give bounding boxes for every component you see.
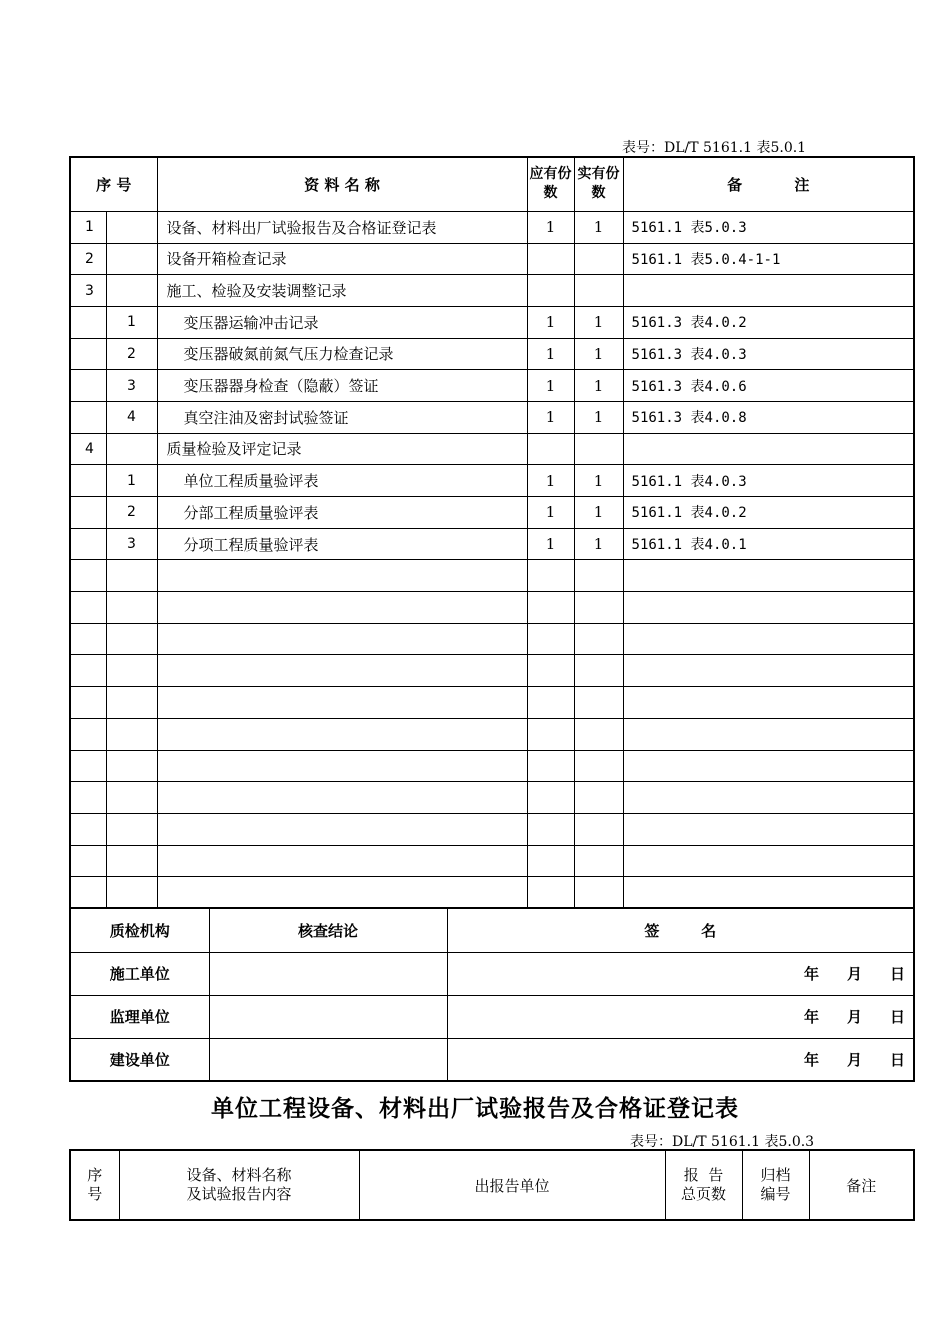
remark[interactable] xyxy=(623,655,914,687)
actual-count[interactable] xyxy=(574,813,623,845)
should-count[interactable] xyxy=(527,750,574,782)
seq-level1[interactable] xyxy=(70,750,106,782)
seq-level2 xyxy=(106,243,157,275)
should-count: 1 xyxy=(527,528,574,560)
should-count: 1 xyxy=(527,370,574,402)
t2-header-archive-line1: 归档 xyxy=(760,1166,791,1184)
seq-level1[interactable] xyxy=(70,655,106,687)
actual-count[interactable] xyxy=(574,750,623,782)
remark[interactable] xyxy=(623,623,914,655)
actual-count xyxy=(574,275,623,307)
actual-count: 1 xyxy=(574,528,623,560)
seq-level1: 2 xyxy=(70,243,106,275)
seq-level1: 3 xyxy=(70,275,106,307)
material-list-table xyxy=(69,156,915,909)
t2-header-pages-line2: 总页数 xyxy=(680,1185,726,1203)
sig-header-conclusion: 核查结论 xyxy=(209,908,447,952)
seq-level1[interactable] xyxy=(70,877,106,909)
should-count[interactable] xyxy=(527,782,574,814)
seq-level1 xyxy=(70,465,106,497)
seq-level2: 4 xyxy=(106,401,157,433)
should-count[interactable] xyxy=(527,560,574,592)
sig-org: 施工单位 xyxy=(70,952,209,995)
seq-level2 xyxy=(106,433,157,465)
seq-level1[interactable] xyxy=(70,845,106,877)
actual-count[interactable] xyxy=(574,687,623,719)
seq-level2[interactable] xyxy=(106,687,157,719)
seq-level2 xyxy=(106,211,157,243)
should-count: 1 xyxy=(527,211,574,243)
item-name: 变压器运输冲击记录 xyxy=(157,306,527,338)
seq-level1 xyxy=(70,370,106,402)
table-header-row xyxy=(70,157,914,211)
date-day: 日 xyxy=(889,965,905,983)
col-header-name: 资 料 名 称 xyxy=(157,157,527,211)
actual-count: 1 xyxy=(574,370,623,402)
sig-header-org: 质检机构 xyxy=(70,908,209,952)
sig-conclusion-cell[interactable] xyxy=(209,1038,447,1081)
seq-level2[interactable] xyxy=(106,750,157,782)
seq-level1 xyxy=(70,528,106,560)
item-name: 变压器破氮前氮气压力检查记录 xyxy=(157,338,527,370)
item-name[interactable] xyxy=(157,687,527,719)
should-count[interactable] xyxy=(527,813,574,845)
should-count: 1 xyxy=(527,465,574,497)
actual-count: 1 xyxy=(574,465,623,497)
actual-count[interactable] xyxy=(574,623,623,655)
seq-level1: 1 xyxy=(70,211,106,243)
col-header-seq: 序 号 xyxy=(70,157,157,211)
seq-level2[interactable] xyxy=(106,592,157,624)
form2-title: 单位工程设备、材料出厂试验报告及合格证登记表 xyxy=(211,1095,739,1122)
remark: 5161.3 表4.0.8 xyxy=(623,401,914,433)
blank-row xyxy=(70,845,914,877)
actual-count[interactable] xyxy=(574,592,623,624)
table-row xyxy=(70,370,914,402)
table2-header-row xyxy=(70,1150,914,1220)
item-name: 真空注油及密封试验签证 xyxy=(157,401,527,433)
actual-count: 1 xyxy=(574,306,623,338)
blank-row xyxy=(70,750,914,782)
t2-header-name xyxy=(119,1150,359,1220)
actual-count[interactable] xyxy=(574,718,623,750)
should-count[interactable] xyxy=(527,592,574,624)
date-day: 日 xyxy=(889,1008,905,1026)
should-count: 1 xyxy=(527,401,574,433)
blank-row xyxy=(70,592,914,624)
seq-level1: 4 xyxy=(70,433,106,465)
seq-level1[interactable] xyxy=(70,718,106,750)
actual-count[interactable] xyxy=(574,560,623,592)
remark[interactable] xyxy=(623,718,914,750)
should-count: 1 xyxy=(527,338,574,370)
item-name[interactable] xyxy=(157,845,527,877)
table-row xyxy=(70,338,914,370)
seq-level2 xyxy=(106,275,157,307)
item-name: 设备、材料出厂试验报告及合格证登记表 xyxy=(157,211,527,243)
date-year: 年 xyxy=(803,965,819,983)
sig-date[interactable] xyxy=(447,995,914,1038)
form1-code: 表号：DL/T 5161.1 表5.0.1 xyxy=(622,140,807,156)
remark[interactable] xyxy=(623,813,914,845)
seq-level2: 3 xyxy=(106,528,157,560)
seq-level1 xyxy=(70,401,106,433)
col-header-should: 应有份数 xyxy=(527,157,574,211)
remark: 5161.1 表5.0.4-1-1 xyxy=(623,243,914,275)
seq-level1[interactable] xyxy=(70,813,106,845)
item-name: 分项工程质量验评表 xyxy=(157,528,527,560)
table-row xyxy=(70,465,914,497)
t2-header-archive-line2: 编号 xyxy=(760,1185,791,1203)
item-name[interactable] xyxy=(157,560,527,592)
actual-count: 1 xyxy=(574,497,623,529)
should-count xyxy=(527,433,574,465)
seq-level2[interactable] xyxy=(106,623,157,655)
remark: 5161.1 表4.0.3 xyxy=(623,465,914,497)
sig-date[interactable] xyxy=(447,952,914,995)
remark[interactable] xyxy=(623,782,914,814)
date-year: 年 xyxy=(803,1050,819,1069)
date-month: 月 xyxy=(846,965,862,983)
item-name[interactable] xyxy=(157,655,527,687)
seq-level1[interactable] xyxy=(70,592,106,624)
item-name[interactable] xyxy=(157,813,527,845)
item-name[interactable] xyxy=(157,592,527,624)
actual-count[interactable] xyxy=(574,877,623,909)
t2-header-seq: 序号 xyxy=(70,1150,119,1220)
item-name: 设备开箱检查记录 xyxy=(157,243,527,275)
col-header-remark: 备 注 xyxy=(623,157,914,211)
should-count xyxy=(527,243,574,275)
t2-header-remark: 备注 xyxy=(809,1150,914,1220)
remark: 5161.1 表5.0.3 xyxy=(623,211,914,243)
signature-header-row xyxy=(70,908,914,952)
actual-count: 1 xyxy=(574,401,623,433)
item-name: 分部工程质量验评表 xyxy=(157,497,527,529)
seq-level1[interactable] xyxy=(70,687,106,719)
seq-level1[interactable] xyxy=(70,782,106,814)
remark[interactable] xyxy=(623,687,914,719)
remark: 5161.1 表4.0.2 xyxy=(623,497,914,529)
seq-level2[interactable] xyxy=(106,845,157,877)
t2-header-name-line2: 及试验报告内容 xyxy=(186,1185,292,1203)
actual-count: 1 xyxy=(574,338,623,370)
table-row xyxy=(70,211,914,243)
should-count[interactable] xyxy=(527,687,574,719)
date-month: 月 xyxy=(846,1008,862,1026)
sig-date[interactable] xyxy=(447,1038,914,1081)
blank-row xyxy=(70,718,914,750)
sig-conclusion-cell[interactable] xyxy=(209,995,447,1038)
remark: 5161.3 表4.0.2 xyxy=(623,306,914,338)
item-name: 单位工程质量验评表 xyxy=(157,465,527,497)
blank-row xyxy=(70,623,914,655)
item-name[interactable] xyxy=(157,623,527,655)
actual-count[interactable] xyxy=(574,845,623,877)
item-name[interactable] xyxy=(157,877,527,909)
seq-level1 xyxy=(70,338,106,370)
signature-row xyxy=(70,995,914,1038)
should-count[interactable] xyxy=(527,877,574,909)
signature-row xyxy=(70,952,914,995)
blank-row xyxy=(70,655,914,687)
seq-level2[interactable] xyxy=(106,877,157,909)
seq-level2: 2 xyxy=(106,497,157,529)
item-name: 质量检验及评定记录 xyxy=(157,433,527,465)
should-count[interactable] xyxy=(527,718,574,750)
actual-count[interactable] xyxy=(574,782,623,814)
date-month: 月 xyxy=(846,1050,862,1069)
should-count[interactable] xyxy=(527,845,574,877)
table-row xyxy=(70,497,914,529)
sig-org: 建设单位 xyxy=(70,1038,209,1081)
item-name: 变压器器身检查（隐蔽）签证 xyxy=(157,370,527,402)
table-row xyxy=(70,306,914,338)
t2-header-unit: 出报告单位 xyxy=(359,1150,665,1220)
remark: 5161.3 表4.0.3 xyxy=(623,338,914,370)
sig-conclusion-cell[interactable] xyxy=(209,952,447,995)
blank-row xyxy=(70,877,914,909)
remark xyxy=(623,275,914,307)
date-day: 日 xyxy=(889,1050,905,1069)
actual-count[interactable] xyxy=(574,655,623,687)
seq-level2: 1 xyxy=(106,465,157,497)
seq-level1[interactable] xyxy=(70,623,106,655)
table-row xyxy=(70,528,914,560)
t2-header-pages-line1: 报 告 xyxy=(683,1166,724,1184)
seq-level2: 1 xyxy=(106,306,157,338)
remark xyxy=(623,433,914,465)
table-row xyxy=(70,243,914,275)
t2-header-name-line1: 设备、材料名称 xyxy=(186,1166,292,1184)
seq-level2[interactable] xyxy=(106,655,157,687)
should-count[interactable] xyxy=(527,623,574,655)
remark[interactable] xyxy=(623,750,914,782)
form2-code: 表号：DL/T 5161.1 表5.0.3 xyxy=(630,1134,815,1150)
seq-level2: 3 xyxy=(106,370,157,402)
blank-row xyxy=(70,813,914,845)
table-row xyxy=(70,401,914,433)
col-header-actual: 实有份数 xyxy=(574,157,623,211)
item-name[interactable] xyxy=(157,750,527,782)
date-year: 年 xyxy=(803,1008,819,1026)
remark[interactable] xyxy=(623,877,914,909)
seq-level2[interactable] xyxy=(106,560,157,592)
should-count[interactable] xyxy=(527,655,574,687)
should-count: 1 xyxy=(527,497,574,529)
certificate-register-table xyxy=(69,1149,915,1221)
blank-row xyxy=(70,782,914,814)
signature-table xyxy=(69,907,915,1082)
actual-count xyxy=(574,433,623,465)
remark: 5161.1 表4.0.1 xyxy=(623,528,914,560)
remark[interactable] xyxy=(623,560,914,592)
remark[interactable] xyxy=(623,592,914,624)
sig-org: 监理单位 xyxy=(70,995,209,1038)
seq-level2[interactable] xyxy=(106,813,157,845)
seq-level2[interactable] xyxy=(106,718,157,750)
remark[interactable] xyxy=(623,845,914,877)
should-count: 1 xyxy=(527,306,574,338)
seq-level2[interactable] xyxy=(106,782,157,814)
t2-header-pages xyxy=(665,1150,742,1220)
table-row xyxy=(70,275,914,307)
remark: 5161.3 表4.0.6 xyxy=(623,370,914,402)
actual-count: 1 xyxy=(574,211,623,243)
seq-level1 xyxy=(70,497,106,529)
seq-level1[interactable] xyxy=(70,560,106,592)
item-name[interactable] xyxy=(157,718,527,750)
t2-header-archive xyxy=(742,1150,809,1220)
seq-level1 xyxy=(70,306,106,338)
item-name[interactable] xyxy=(157,782,527,814)
sig-header-sign: 签 名 xyxy=(447,908,914,952)
seq-level2: 2 xyxy=(106,338,157,370)
blank-row xyxy=(70,560,914,592)
item-name: 施工、检验及安装调整记录 xyxy=(157,275,527,307)
actual-count xyxy=(574,243,623,275)
signature-row xyxy=(70,1038,914,1081)
blank-row xyxy=(70,687,914,719)
table-row xyxy=(70,433,914,465)
should-count xyxy=(527,275,574,307)
